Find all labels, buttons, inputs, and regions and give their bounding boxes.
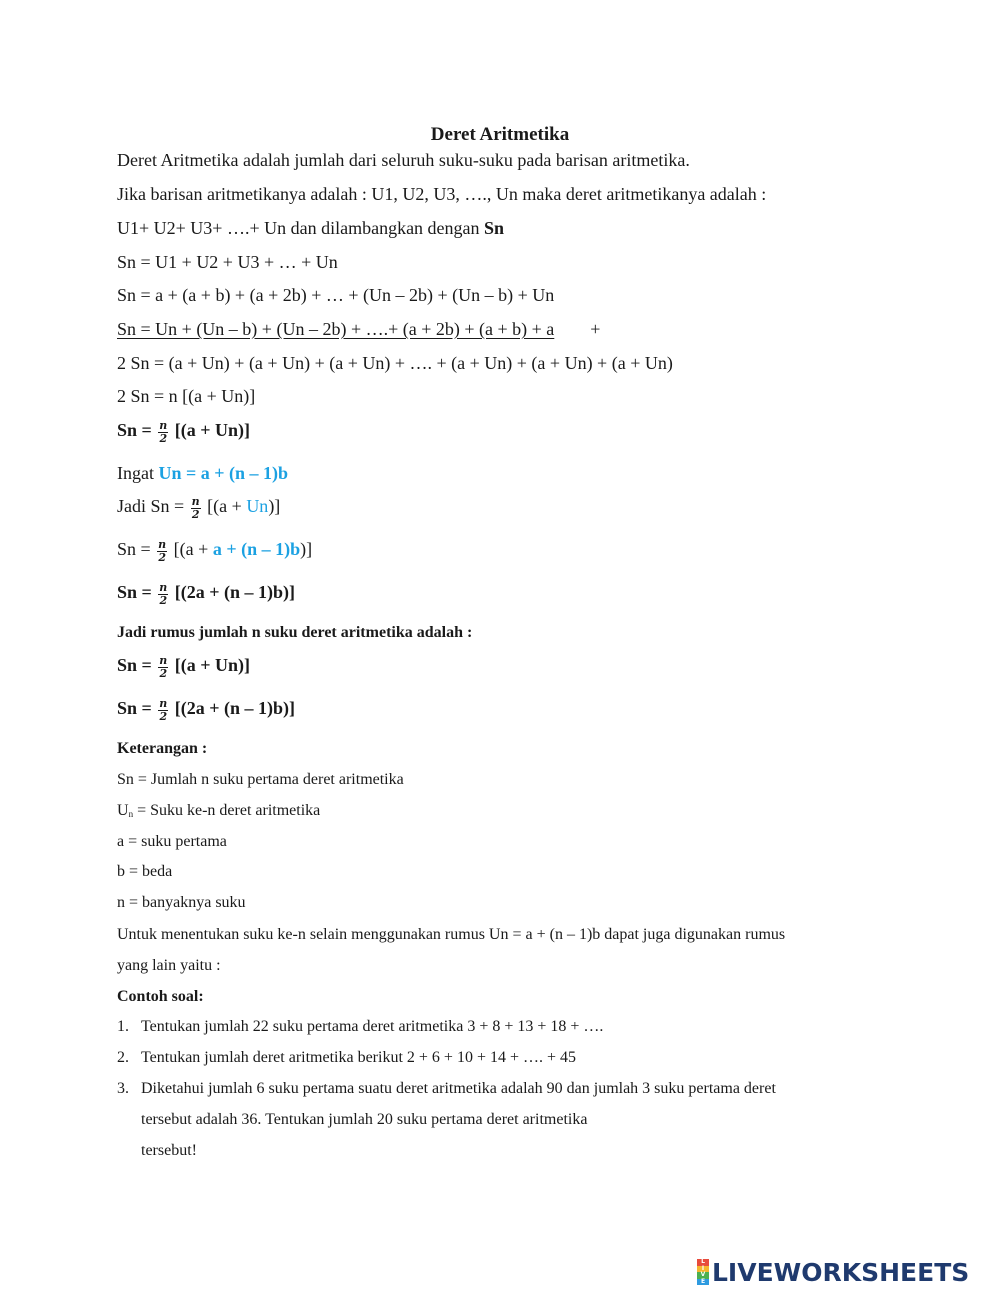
list-item-continuation: tersebut adalah 36. Tentukan jumlah 20 suku pertama deret aritmetika (141, 1111, 588, 1128)
derivation-line-4: 2 Sn = (a + Un) + (a + Un) + (a + Un) + …. + (a + Un) + (a + Un) + (a + Un) (117, 353, 673, 373)
keterangan-n: n = banyaknya suku (117, 894, 246, 911)
liveworksheets-logo (697, 1258, 969, 1286)
derivation-line-2: Sn = a + (a + b) + (a + 2b) + … + (Un – 2b) + (Un – b) + Un (117, 285, 555, 305)
list-item: 1. Tentukan jumlah 22 suku pertama deret aritmetika 3 + 8 + 13 + 18 + …. (117, 1018, 604, 1035)
summary-formula-1: Sn = $\frac{n}{2}$ [(a + Un)] (117, 654, 251, 680)
page-title: Deret Aritmetika (430, 124, 570, 145)
fraction-n-over-2: $\frac{n}{2}$ (159, 697, 168, 723)
summary-heading: Jadi rumus jumlah n suku deret aritmetika adalah : (117, 624, 473, 641)
list-item-continuation: tersebut! (141, 1142, 197, 1159)
keterangan-note-2: yang lain yaitu : (117, 957, 221, 974)
logo-mark-e: E (697, 1279, 709, 1286)
list-item: 2. Tentukan jumlah deret aritmetika berikut 2 + 6 + 10 + 14 + …. + 45 (117, 1049, 577, 1066)
intro-paragraph-3: U1+ U2+ U3+ ….+ Un dan dilambangkan dengan Sn (117, 218, 505, 238)
substitution-line: Sn = $\frac{n}{2}$ [(a + a + (n – 1)b)] (117, 538, 313, 564)
derivation-line-1: Sn = U1 + U2 + U3 + … + Un (117, 252, 338, 272)
logo-mark-v: V (697, 1272, 709, 1279)
jadi-sn-line: Jadi Sn = $\frac{n}{2}$ [(a + Un)] (117, 495, 281, 521)
formula-sn-a-un: Sn = $\frac{n}{2}$ [(a + Un)] (117, 419, 251, 445)
formula-sn-2a: Sn = $\frac{n}{2}$ [(2a + (n – 1)b)] (117, 581, 296, 607)
fraction-n-over-2: $\frac{n}{2}$ (159, 581, 168, 607)
fraction-n-over-2: $\frac{n}{2}$ (159, 419, 168, 445)
keterangan-note-1: Untuk menentukan suku ke-n selain menggunakan rumus Un = a + (n – 1)b dapat juga digunakan rumus (117, 926, 786, 943)
keterangan-un: $U_n$ = Suku ke-n deret aritmetika (117, 802, 321, 819)
summary-formula-2: Sn = $\frac{n}{2}$ [(2a + (n – 1)b)] (117, 697, 296, 723)
logo-mark-l: L (697, 1259, 709, 1266)
fraction-n-over-2: $\frac{n}{2}$ (191, 495, 200, 521)
derivation-line-3: Sn = Un + (Un – b) + (Un – 2b) + ….+ (a + 2b) + (a + b) + a + (117, 319, 601, 339)
keterangan-a: a = suku pertama (117, 833, 227, 850)
fraction-n-over-2: $\frac{n}{2}$ (159, 654, 168, 680)
logo-mark-i: I (697, 1266, 709, 1273)
liveworksheets-logo-icon (697, 1259, 709, 1285)
list-item: 3. Diketahui jumlah 6 suku pertama suatu deret aritmetika adalah 90 dan jumlah 3 suku pertama deret (117, 1080, 776, 1097)
fraction-n-over-2: $\frac{n}{2}$ (158, 538, 167, 564)
intro-paragraph-2: Jika barisan aritmetikanya adalah : U1, U2, U3, …., Un maka deret aritmetikanya adalah : (117, 184, 767, 204)
contoh-heading: Contoh soal: (117, 988, 204, 1005)
intro-paragraph-1: Deret Aritmetika adalah jumlah dari seluruh suku-suku pada barisan aritmetika. (117, 150, 690, 170)
keterangan-b: b = beda (117, 863, 173, 880)
derivation-line-5: 2 Sn = n [(a + Un)] (117, 386, 256, 406)
keterangan-sn: Sn = Jumlah n suku pertama deret aritmetika (117, 771, 404, 788)
ingat-line: Ingat Un = a + (n – 1)b (117, 463, 289, 483)
keterangan-heading: Keterangan : (117, 740, 208, 757)
logo-text: LIVEWORKSHEETS (712, 1257, 970, 1287)
